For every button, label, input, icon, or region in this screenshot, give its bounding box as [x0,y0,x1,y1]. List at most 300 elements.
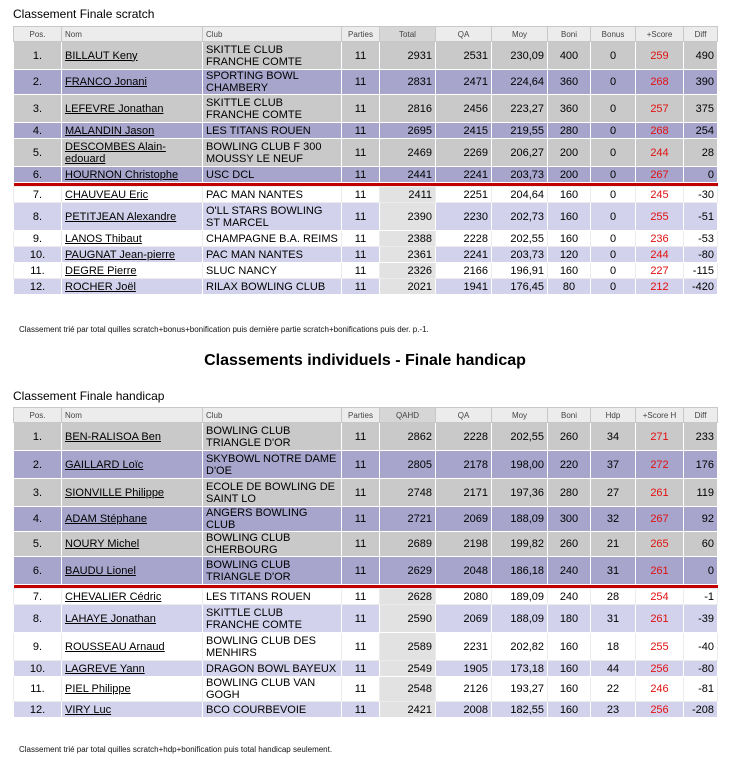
total-cell: 2441 [380,167,436,183]
diff-cell: -1 [684,589,718,605]
total-cell: 2695 [380,123,436,139]
handicap-header-1: Nom [62,408,203,423]
bonus-cell: 37 [591,451,636,479]
handicap-header-3: Parties [342,408,380,423]
score-cell: 268 [636,123,684,139]
bonus-cell: 0 [591,247,636,263]
games-cell: 11 [342,532,380,557]
average-cell: 203,73 [492,247,548,263]
table-row [14,167,718,183]
player-name-link[interactable]: BAUDU Lionel [62,557,203,585]
player-name-link[interactable]: LEFEVRE Jonathan [62,95,203,123]
bonus-cell: 27 [591,479,636,507]
player-name-link[interactable]: DESCOMBES Alain-edouard [62,139,203,167]
club-cell: BOWLING CLUB TRIANGLE D'OR [203,423,342,451]
total-cell: 2549 [380,661,436,677]
total-cell: 2021 [380,279,436,295]
qa-cell: 2166 [436,263,492,279]
player-name-link[interactable]: PAUGNAT Jean-pierre [62,247,203,263]
bonus-cell: 0 [591,231,636,247]
games-cell: 11 [342,479,380,507]
games-cell: 11 [342,231,380,247]
table-row [14,507,718,532]
scratch-header-8: Bonus [591,27,636,42]
score-cell: 227 [636,263,684,279]
player-name-link[interactable]: PETITJEAN Alexandre [62,203,203,231]
handicap-header-7: Boni [548,408,591,423]
score-cell: 236 [636,231,684,247]
average-cell: 224,64 [492,70,548,95]
table-row [14,532,718,557]
table-row [14,247,718,263]
bonus-cell: 22 [591,677,636,702]
average-cell: 193,27 [492,677,548,702]
score-cell: 259 [636,42,684,70]
club-cell: LES TITANS ROUEN [203,589,342,605]
score-cell: 267 [636,167,684,183]
qa-cell: 2531 [436,42,492,70]
boni-cell: 160 [548,661,591,677]
scratch-footnote: Classement trié par total quilles scratch+bonus+bonification puis dernière partie scratch+bonifications puis der. p.-1. [19,325,429,334]
club-cell: USC DCL [203,167,342,183]
club-cell: BOWLING CLUB TRIANGLE D'OR [203,557,342,585]
scratch-header-0: Pos. [14,27,62,42]
score-cell: 271 [636,423,684,451]
player-name-link[interactable]: LANOS Thibaut [62,231,203,247]
score-cell: 268 [636,70,684,95]
boni-cell: 360 [548,70,591,95]
boni-cell: 160 [548,677,591,702]
boni-cell: 280 [548,123,591,139]
qa-cell: 2178 [436,451,492,479]
score-cell: 261 [636,605,684,633]
boni-cell: 200 [548,167,591,183]
table-row [14,677,718,702]
bonus-cell: 0 [591,139,636,167]
table-row [14,203,718,231]
club-cell: O'LL STARS BOWLING ST MARCEL [203,203,342,231]
qa-cell: 2008 [436,702,492,718]
diff-cell: 0 [684,557,718,585]
score-cell: 244 [636,247,684,263]
diff-cell: -80 [684,661,718,677]
table-row [14,661,718,677]
boni-cell: 280 [548,479,591,507]
rank-cell: 6. [14,557,62,585]
scratch-header-3: Parties [342,27,380,42]
rank-cell: 3. [14,479,62,507]
average-cell: 202,55 [492,423,548,451]
scratch-header-1: Nom [62,27,203,42]
boni-cell: 160 [548,231,591,247]
player-name-link[interactable]: ROUSSEAU Arnaud [62,633,203,661]
games-cell: 11 [342,677,380,702]
average-cell: 230,09 [492,42,548,70]
boni-cell: 240 [548,589,591,605]
diff-cell: -39 [684,605,718,633]
average-cell: 176,45 [492,279,548,295]
player-name-link[interactable]: HOURNON Christophe [62,167,203,183]
average-cell: 198,00 [492,451,548,479]
player-name-link[interactable]: GAILLARD Loïc [62,451,203,479]
diff-cell: -30 [684,187,718,203]
bonus-cell: 0 [591,187,636,203]
total-cell: 2748 [380,479,436,507]
bonus-cell: 0 [591,42,636,70]
qa-cell: 2241 [436,167,492,183]
average-cell: 188,09 [492,507,548,532]
club-cell: SKITTLE CLUB FRANCHE COMTE [203,42,342,70]
player-name-link[interactable]: SIONVILLE Philippe [62,479,203,507]
player-name-link[interactable]: CHAUVEAU Eric [62,187,203,203]
score-cell: 261 [636,479,684,507]
qa-cell: 1941 [436,279,492,295]
score-cell: 267 [636,507,684,532]
total-cell: 2805 [380,451,436,479]
score-cell: 261 [636,557,684,585]
qa-cell: 2228 [436,231,492,247]
diff-cell: -80 [684,247,718,263]
diff-cell: 176 [684,451,718,479]
games-cell: 11 [342,139,380,167]
score-cell: 246 [636,677,684,702]
scratch-table [13,26,718,295]
qa-cell: 2269 [436,139,492,167]
boni-cell: 300 [548,507,591,532]
boni-cell: 220 [548,451,591,479]
table-row [14,123,718,139]
diff-cell: -420 [684,279,718,295]
qa-cell: 2069 [436,507,492,532]
bonus-cell: 21 [591,532,636,557]
table-row [14,231,718,247]
rank-cell: 4. [14,507,62,532]
qa-cell: 2069 [436,605,492,633]
table-row [14,42,718,70]
rank-cell: 7. [14,187,62,203]
table-row [14,423,718,451]
bonus-cell: 28 [591,589,636,605]
club-cell: LES TITANS ROUEN [203,123,342,139]
score-cell: 255 [636,203,684,231]
bonus-cell: 44 [591,661,636,677]
club-cell: RILAX BOWLING CLUB [203,279,342,295]
diff-cell: 233 [684,423,718,451]
average-cell: 182,55 [492,702,548,718]
club-cell: BOWLING CLUB F 300 MOUSSY LE NEUF [203,139,342,167]
club-cell: BOWLING CLUB DES MENHIRS [203,633,342,661]
diff-cell: 254 [684,123,718,139]
score-cell: 265 [636,532,684,557]
boni-cell: 180 [548,605,591,633]
games-cell: 11 [342,247,380,263]
boni-cell: 400 [548,42,591,70]
score-cell: 257 [636,95,684,123]
qa-cell: 2241 [436,247,492,263]
bonus-cell: 0 [591,167,636,183]
player-name-link[interactable]: LAGREVE Yann [62,661,203,677]
diff-cell: -208 [684,702,718,718]
handicap-header-row [14,408,718,423]
average-cell: 223,27 [492,95,548,123]
boni-cell: 260 [548,532,591,557]
qa-cell: 1905 [436,661,492,677]
boni-cell: 240 [548,557,591,585]
boni-cell: 120 [548,247,591,263]
diff-cell: -115 [684,263,718,279]
boni-cell: 160 [548,187,591,203]
rank-cell: 10. [14,661,62,677]
handicap-header-6: Moy [492,408,548,423]
average-cell: 202,82 [492,633,548,661]
player-name-link[interactable]: CHEVALIER Cédric [62,589,203,605]
total-cell: 2469 [380,139,436,167]
score-cell: 244 [636,139,684,167]
scratch-header-10: Diff [684,27,718,42]
games-cell: 11 [342,451,380,479]
diff-cell: -51 [684,203,718,231]
total-cell: 2931 [380,42,436,70]
diff-cell: 390 [684,70,718,95]
average-cell: 219,55 [492,123,548,139]
total-cell: 2589 [380,633,436,661]
total-cell: 2689 [380,532,436,557]
bonus-cell: 0 [591,203,636,231]
scratch-header-9: +Score [636,27,684,42]
player-name-link[interactable]: ROCHER Joël [62,279,203,295]
rank-cell: 7. [14,589,62,605]
total-cell: 2361 [380,247,436,263]
bonus-cell: 23 [591,702,636,718]
rank-cell: 1. [14,42,62,70]
total-cell: 2590 [380,605,436,633]
rank-cell: 8. [14,605,62,633]
player-name-link[interactable]: LAHAYE Jonathan [62,605,203,633]
rank-cell: 9. [14,633,62,661]
table-row [14,451,718,479]
score-cell: 256 [636,661,684,677]
games-cell: 11 [342,702,380,718]
player-name-link[interactable]: FRANCO Jonani [62,70,203,95]
handicap-header-10: Diff [684,408,718,423]
qa-cell: 2126 [436,677,492,702]
boni-cell: 80 [548,279,591,295]
total-cell: 2816 [380,95,436,123]
qa-cell: 2228 [436,423,492,451]
average-cell: 196,91 [492,263,548,279]
scratch-header-2: Club [203,27,342,42]
club-cell: ECOLE DE BOWLING DE SAINT LO [203,479,342,507]
qa-cell: 2048 [436,557,492,585]
games-cell: 11 [342,557,380,585]
scratch-header-6: Moy [492,27,548,42]
handicap-table [13,407,718,718]
club-cell: SKITTLE CLUB FRANCHE COMTE [203,605,342,633]
table-row [14,633,718,661]
bonus-cell: 31 [591,605,636,633]
score-cell: 254 [636,589,684,605]
average-cell: 204,64 [492,187,548,203]
rank-cell: 5. [14,139,62,167]
handicap-header-8: Hdp [591,408,636,423]
table-row [14,187,718,203]
player-name-link[interactable]: DEGRE Pierre [62,263,203,279]
total-cell: 2548 [380,677,436,702]
games-cell: 11 [342,203,380,231]
games-cell: 11 [342,507,380,532]
rank-cell: 2. [14,451,62,479]
diff-cell: 0 [684,167,718,183]
club-cell: DRAGON BOWL BAYEUX [203,661,342,677]
club-cell: SPORTING BOWL CHAMBERY [203,70,342,95]
total-cell: 2862 [380,423,436,451]
average-cell: 186,18 [492,557,548,585]
score-cell: 272 [636,451,684,479]
rank-cell: 1. [14,423,62,451]
score-cell: 245 [636,187,684,203]
player-name-link[interactable]: MALANDIN Jason [62,123,203,139]
diff-cell: 490 [684,42,718,70]
average-cell: 202,55 [492,231,548,247]
diff-cell: -81 [684,677,718,702]
player-name-link[interactable]: VIRY Luc [62,702,203,718]
table-row [14,557,718,585]
scratch-header-5: QA [436,27,492,42]
table-row [14,279,718,295]
table-row [14,95,718,123]
diff-cell: -40 [684,633,718,661]
handicap-header-9: +Score H [636,408,684,423]
total-cell: 2831 [380,70,436,95]
qa-cell: 2456 [436,95,492,123]
diff-cell: 60 [684,532,718,557]
handicap-header-2: Club [203,408,342,423]
scratch-header-4: Total [380,27,436,42]
page-title: Classements individuels - Finale handicap [204,352,526,369]
games-cell: 11 [342,279,380,295]
rank-cell: 12. [14,279,62,295]
player-name-link[interactable]: BILLAUT Keny [62,42,203,70]
qa-cell: 2198 [436,532,492,557]
games-cell: 11 [342,263,380,279]
diff-cell: 119 [684,479,718,507]
games-cell: 11 [342,633,380,661]
rank-cell: 9. [14,231,62,247]
score-cell: 255 [636,633,684,661]
total-cell: 2629 [380,557,436,585]
total-cell: 2421 [380,702,436,718]
rank-cell: 12. [14,702,62,718]
bonus-cell: 0 [591,123,636,139]
table-row [14,605,718,633]
club-cell: BCO COURBEVOIE [203,702,342,718]
total-cell: 2326 [380,263,436,279]
bonus-cell: 0 [591,279,636,295]
total-cell: 2628 [380,589,436,605]
average-cell: 189,09 [492,589,548,605]
scratch-header-7: Boni [548,27,591,42]
games-cell: 11 [342,95,380,123]
club-cell: SLUC NANCY [203,263,342,279]
score-cell: 256 [636,702,684,718]
score-cell: 212 [636,279,684,295]
rank-cell: 6. [14,167,62,183]
bonus-cell: 0 [591,70,636,95]
average-cell: 203,73 [492,167,548,183]
games-cell: 11 [342,661,380,677]
handicap-header-4: QAHD [380,408,436,423]
table-row [14,589,718,605]
rank-cell: 2. [14,70,62,95]
player-name-link[interactable]: PIEL Philippe [62,677,203,702]
qa-cell: 2171 [436,479,492,507]
total-cell: 2388 [380,231,436,247]
qa-cell: 2231 [436,633,492,661]
rank-cell: 5. [14,532,62,557]
average-cell: 199,82 [492,532,548,557]
table-row [14,139,718,167]
player-name-link[interactable]: BEN-RALISOA Ben [62,423,203,451]
rank-cell: 3. [14,95,62,123]
rank-cell: 4. [14,123,62,139]
diff-cell: 92 [684,507,718,532]
average-cell: 202,73 [492,203,548,231]
diff-cell: 375 [684,95,718,123]
bonus-cell: 18 [591,633,636,661]
bonus-cell: 31 [591,557,636,585]
club-cell: PAC MAN NANTES [203,187,342,203]
handicap-header-0: Pos. [14,408,62,423]
table-row [14,702,718,718]
boni-cell: 360 [548,95,591,123]
games-cell: 11 [342,423,380,451]
games-cell: 11 [342,167,380,183]
boni-cell: 160 [548,263,591,279]
bonus-cell: 32 [591,507,636,532]
boni-cell: 160 [548,203,591,231]
handicap-header-5: QA [436,408,492,423]
scratch-header-row [14,27,718,42]
games-cell: 11 [342,70,380,95]
bonus-cell: 0 [591,263,636,279]
rank-cell: 11. [14,677,62,702]
table-row [14,479,718,507]
rank-cell: 11. [14,263,62,279]
games-cell: 11 [342,589,380,605]
games-cell: 11 [342,123,380,139]
handicap-footnote: Classement trié par total quilles scratch+hdp+bonification puis total handicap seulement. [19,745,333,754]
boni-cell: 160 [548,633,591,661]
total-cell: 2721 [380,507,436,532]
player-name-link[interactable]: ADAM Stéphane [62,507,203,532]
qa-cell: 2230 [436,203,492,231]
boni-cell: 260 [548,423,591,451]
diff-cell: -53 [684,231,718,247]
average-cell: 173,18 [492,661,548,677]
player-name-link[interactable]: NOURY Michel [62,532,203,557]
table-row [14,70,718,95]
rank-cell: 8. [14,203,62,231]
club-cell: PAC MAN NANTES [203,247,342,263]
average-cell: 197,36 [492,479,548,507]
bonus-cell: 34 [591,423,636,451]
club-cell: BOWLING CLUB VAN GOGH [203,677,342,702]
qa-cell: 2415 [436,123,492,139]
diff-cell: 28 [684,139,718,167]
scratch-caption: Classement Finale scratch [13,7,155,21]
club-cell: ANGERS BOWLING CLUB [203,507,342,532]
games-cell: 11 [342,42,380,70]
